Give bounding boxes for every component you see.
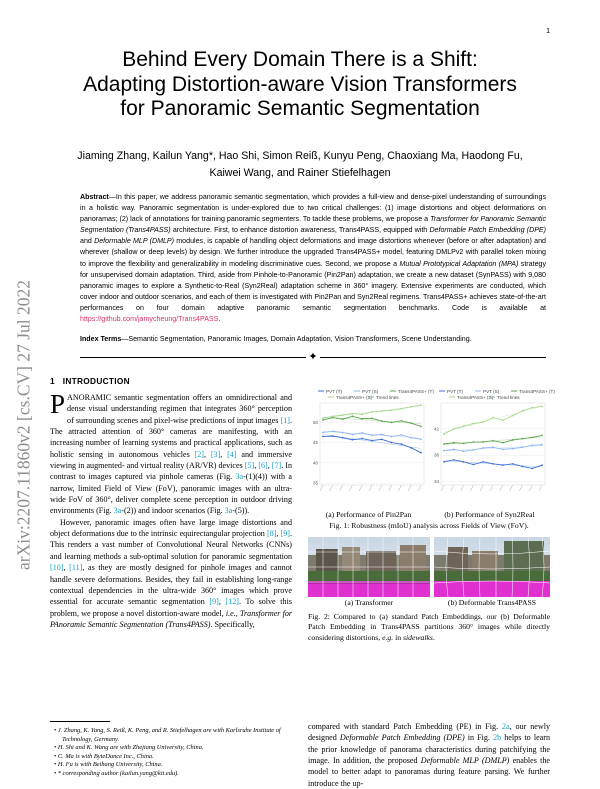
citation-link[interactable]: [7] (271, 461, 282, 471)
footnote-bullet: • (54, 744, 57, 752)
data-point (342, 414, 344, 416)
figure-link[interactable]: 3a (113, 506, 122, 516)
paragraph-text: . Specifically, (210, 619, 255, 629)
legend-label: Trend lines (497, 394, 520, 400)
figure-2-caption (308, 612, 550, 643)
data-point (512, 439, 514, 441)
citation-link[interactable]: [3] (210, 449, 221, 459)
x-tick-mark (330, 485, 333, 491)
paragraph-text: -(5)). (232, 506, 250, 516)
data-point (502, 419, 504, 421)
panorama-image-b (434, 537, 550, 597)
citation-link[interactable]: [1] (280, 415, 290, 425)
citation-link[interactable]: [10] (50, 563, 64, 573)
paragraph-text: -(1)(4)) with a narrow, limited Field of View (FoV), panoramic images with an ultra-wide FoV of 360°, deliver complete scene perception in outdoor driving environments (Fig. (50, 472, 292, 516)
data-point (531, 444, 533, 446)
abstract-text: modules, is capable of handling object deformations and image distortions whenever (before or after adaptation) and wherever (shallow or deep levels) by design. We further introduce the upgraded Trans4PASS+ model, featuring DMLPv2 with parallel token mixing to improve the flexibility and generalizability in modeling discriminative cues. Second, we propose a (80, 237, 546, 268)
separator-rule (80, 357, 306, 358)
x-tick-mark (340, 485, 343, 491)
data-point (482, 441, 484, 443)
data-point (492, 463, 494, 465)
abstract-text: strategy for unsupervised domain adaptation. Third, aside from Pinhole-to-Panoramic (Pin2Pan) adaptation, we create a new dataset (SynPASS) with 9,080 panoramic images to explore a Synthetic-to-Real (Syn2Real) adaptation scheme in 360° imagery. Extensive experiments are conducted, which cover indoor and outdoor scenarios, and each of them is investigated with Pin2Pan and Syn2Real regimens. Trans4PASS+ achieves state-of-the-art performances on four domain adaptive panoramic semantic segmentation benchmarks. Code is available at (80, 259, 547, 312)
paragraph-text: . This renders a vast number of Convolutional Neural Networks (CNNs) and learning methods a sub-optimal solution for panoramic segmentation (50, 529, 292, 561)
figure-1 (308, 387, 555, 537)
paragraph-emphasis: Deformable Patch Embedding (DPE) (339, 733, 465, 743)
legend-label: Trans4PASS+ (S) (457, 394, 494, 400)
data-point (420, 426, 422, 428)
abstract-text: and (80, 237, 95, 246)
data-point (453, 448, 455, 450)
data-point (381, 420, 383, 422)
abstract-emphasis: Deformable Patch Embedding (DPE) (429, 226, 547, 235)
author-list (60, 148, 540, 181)
data-point (541, 435, 543, 437)
data-point (361, 418, 363, 420)
data-point (352, 439, 354, 441)
paragraph-text: , as they are mostly designed for pinhole images and cannot handle severe deformations. Besides, they fail in establishing long-range contextual dependencies in the ultra-wide 360° images which prove essential for accurate semantic segmentation (50, 563, 293, 607)
figure-1a-caption: (a) Performance of Pin2Pan (325, 510, 412, 519)
abstract (80, 192, 546, 325)
abstract-text: architecture. First, to enhance distortion awareness, Trans4PASS, equipped with (170, 226, 430, 235)
paragraph-text: However, panoramic images often have large image distortions and object deformations due to the intrinsic equirectangular projection (50, 517, 292, 539)
footnote-bullet: • (54, 769, 57, 777)
data-point (453, 442, 455, 444)
y-tick-label: 40 (312, 460, 318, 466)
figure-link[interactable]: 3a (224, 506, 233, 516)
legend-label: Trend lines (376, 394, 399, 400)
footnote (54, 744, 294, 753)
data-point (322, 432, 324, 434)
footnote (54, 770, 294, 779)
footnote-bullet: • (54, 761, 57, 769)
footnote-text: * corresponding author (kailun.yang@kit.edu). (57, 769, 179, 777)
citation-link[interactable]: [12] (225, 597, 239, 607)
x-tick-mark (441, 485, 444, 491)
x-tick-mark (490, 485, 493, 491)
data-point (502, 464, 504, 466)
data-point (420, 404, 422, 406)
data-point (401, 408, 403, 410)
data-point (473, 423, 475, 425)
paragraph-text: -(2)) and indoor scenarios (Fig. (121, 506, 225, 516)
caption-text: Fig. 2: Compared to (a) standard Patch Embeddings, our (b) Deformable Patch Embedding in Trans4PASS partitions 360° images while directly considering distortions, (308, 612, 550, 642)
data-point (401, 420, 403, 422)
data-point (512, 415, 514, 417)
x-tick-mark (349, 485, 352, 491)
drop-cap: P (50, 389, 66, 419)
author-line: Kaiwei Wang, and Rainer Stiefelhagen (209, 166, 391, 179)
data-point (443, 450, 445, 452)
page-number: 1 (546, 28, 550, 35)
paragraph-text: , (235, 608, 240, 618)
data-point (322, 436, 324, 438)
citation-link[interactable]: [9] (280, 529, 290, 539)
data-point (371, 440, 373, 442)
data-point (371, 411, 373, 413)
x-tick-mark (408, 485, 411, 491)
caption-text: . (432, 632, 435, 642)
figure-link[interactable]: 2b (493, 733, 502, 743)
caption-emphasis: sidewalks (403, 632, 433, 642)
data-point (401, 443, 403, 445)
figure-1b-caption: (b) Performance of Syn2Real (444, 510, 535, 519)
index-terms-label: Index Terms (80, 335, 122, 343)
citation-link[interactable]: [5] (244, 461, 255, 471)
data-point (381, 410, 383, 412)
data-point (531, 468, 533, 470)
abstract-label: Abstract (80, 193, 109, 201)
data-point (371, 417, 373, 419)
footnote-text: C. Ma is with ByteDance Inc., China. (57, 752, 154, 760)
data-point (443, 443, 445, 445)
intro-paragraph-2: However, panoramic images often have large image distortions and object deformations due to the intrinsic equirectangular projection [8], [9]. This renders a vast number of Convolutional Neural Networks (CNNs) and learning methods a sub-optimal solution for panoramic segmentation [10], [11], as they are mostly designed for pinhole images and cannot handle severe deformations. Besides, they fail in establishing long-range contextual dependencies in the ultra-wide 360° images which prove essential for accurate semantic segmentation [9], [12]. To solve this problem, we propose a novel distortion-aware model, i.e., Transformer for PAnoramic Semantic Segmentation (Trans4PASS). Specifically, (50, 517, 293, 629)
data-point (410, 422, 412, 424)
x-tick-mark (539, 485, 542, 491)
data-point (342, 418, 344, 420)
paragraph-text: , our newly designed (308, 722, 551, 743)
data-point (463, 425, 465, 427)
index-terms-text: —Semantic Segmentation, Panoramic Images, Domain Adaptation, Vision Transformers, Scene Understanding. (121, 335, 472, 343)
paragraph-text: in Fig. (464, 733, 494, 743)
abstract-emphasis: Deformable MLP (DMLP) (94, 237, 175, 246)
data-point (482, 421, 484, 423)
x-tick-mark (519, 485, 522, 491)
y-tick-label: 50 (312, 419, 318, 425)
data-point (453, 428, 455, 430)
figure-2-images (308, 537, 550, 599)
separator-rule (320, 357, 546, 358)
x-tick-mark (451, 485, 454, 491)
data-point (473, 441, 475, 443)
data-point (352, 434, 354, 436)
data-point (531, 407, 533, 409)
data-point (522, 438, 524, 440)
paragraph-emphasis: i.e. (225, 608, 236, 618)
legend-label: PVT (S) (362, 388, 379, 394)
data-point (391, 409, 393, 411)
x-tick-mark (320, 485, 323, 491)
x-tick-mark (461, 485, 464, 491)
x-tick-mark (379, 485, 382, 491)
data-point (522, 446, 524, 448)
figure-2a-caption: (a) Transformer (344, 598, 394, 607)
title-line: Behind Every Domain There is a Shift: (122, 48, 478, 71)
x-tick-mark (529, 485, 532, 491)
arxiv-stamp-text: arXiv:2207.11860v2 [cs.CV] 27 Jul 2022 (13, 279, 34, 571)
legend-label: PVT (S) (483, 388, 500, 394)
citation-link[interactable]: [2] (194, 449, 204, 459)
data-point (502, 448, 504, 450)
paragraph-text: and immersive viewing in augmented- and virtual reality (AR/VR) devices (50, 449, 293, 471)
x-tick-mark (510, 485, 513, 491)
legend-label: Trans4PASS+ (S) (336, 394, 373, 400)
paragraph-text: compared with standard Patch Embedding (PE) in Fig. (308, 722, 503, 731)
author-line: Jiaming Zhang, Kailun Yang*, Hao Shi, Simon Reiß, Kunyu Peng, Chaoxiang Ma, Haodong Fu, (77, 150, 523, 162)
legend-label: Trans4PASS+ (T) (398, 388, 434, 394)
paragraph-text: helps to learn the prior knowledge of panorama characteristics during patchifying the image. In addition, the proposed (308, 733, 550, 766)
caption-text: in (393, 632, 404, 642)
data-point (443, 433, 445, 435)
x-tick-mark (389, 485, 392, 491)
data-point (371, 434, 373, 436)
code-link[interactable]: https://github.com/jamycheung/Trans4PASS (80, 315, 219, 324)
paragraph-emphasis: Transformer for PAnoramic Semantic Segmentation (Trans4PASS) (50, 608, 293, 629)
footnote-bullet: • (54, 752, 57, 760)
data-point (482, 447, 484, 449)
data-point (391, 421, 393, 423)
body-column-2 (308, 721, 550, 789)
data-point (410, 406, 412, 408)
footnote (54, 727, 294, 744)
x-tick-mark (470, 485, 473, 491)
paragraph-text: . To solve this problem, we propose a novel distortion-aware model, (50, 597, 292, 618)
data-point (352, 415, 354, 417)
footnote (54, 753, 294, 762)
footnotes (54, 727, 294, 779)
data-point (482, 461, 484, 463)
data-point (332, 415, 334, 417)
data-point (541, 405, 543, 407)
y-tick-label: 42 (433, 426, 439, 432)
data-point (361, 413, 363, 415)
data-point (410, 447, 412, 449)
paragraph-text: . In contrast to images captured via pinhole cameras (Fig. (50, 461, 292, 482)
figure-1-caption: Fig. 1: Robustness (mIoU) analysis across Fields of View (FoV). (329, 521, 529, 530)
legend-label: Trans4PASS+ (T) (519, 388, 555, 394)
section-separator (80, 352, 546, 364)
data-point (492, 446, 494, 448)
abstract-emphasis: Mutual Prototypical Adaptation (MPA) (399, 259, 519, 268)
title-line: Adapting Distortion-aware Vision Transformers (83, 72, 517, 96)
data-point (322, 417, 324, 419)
x-tick-mark (369, 485, 372, 491)
abstract-text: —In this paper, we address panoramic semantic segmentation, which provides a full-view and dense-pixel understanding of surroundings in a holistic way. Panoramic segmentation is under-explored due to two critical challenges: (1) image distortions and object deformations on panoramas; (2) lack of annotations for training panoramic segmenters. To tackle these problems, we propose a (80, 193, 546, 224)
data-point (522, 466, 524, 468)
data-point (512, 463, 514, 465)
y-tick-label: 35 (312, 480, 318, 486)
intro-column (50, 389, 293, 630)
x-tick-mark (418, 485, 421, 491)
data-point (541, 444, 543, 446)
paper-title (0, 48, 600, 122)
paragraph-text: . The attracted attention of 360° cameras are manifesting, with an increasing number of learning systems and practical applications, such as holistic sensing in autonomous vehicles (50, 415, 292, 459)
separator-glyph: ✦ (308, 351, 318, 363)
data-point (473, 449, 475, 451)
data-point (541, 464, 543, 466)
x-tick-mark (398, 485, 401, 491)
paragraph-emphasis: Deformable MLP (DMLP) (420, 756, 510, 766)
data-point (410, 437, 412, 439)
footnote-bullet: • (54, 727, 57, 734)
title-line: for Panoramic Semantic Segmentation (120, 97, 480, 120)
data-point (420, 438, 422, 440)
paragraph-text: semantic segmentation offers an omnidirectional and dense visual understanding regimen that integrates 360° perception of surrounding scenes and pixel-wise predictions of input images (67, 393, 292, 425)
footnote-text: H. Shi and K. Wang are with Zhejiang University, China. (57, 744, 204, 752)
data-point (332, 430, 334, 432)
data-point (381, 434, 383, 436)
plot-frame (441, 403, 545, 485)
section-title: INTRODUCTION (62, 376, 130, 386)
section-number: 1 (50, 376, 55, 386)
y-tick-label: 38 (433, 452, 439, 458)
paragraph-text: enables the model to better adapt to panoramas during feature parsing. We further introduce the up- (308, 756, 550, 788)
data-point (420, 452, 422, 454)
data-point (361, 438, 363, 440)
abstract-emphasis: Transformer for Panoramic Semantic Segmentation (Trans4PASS) (80, 215, 546, 235)
data-point (502, 442, 504, 444)
data-point (322, 419, 324, 421)
data-point (522, 410, 524, 412)
x-tick-mark (359, 485, 362, 491)
data-point (463, 442, 465, 444)
index-terms (80, 334, 546, 345)
footnote-text: J. Zhang, K. Yang, S. Reiß, K. Peng, and R. Stiefelhagen are with Karlsruhe Institute of Technology, Germany. (57, 727, 281, 743)
intro-paragraph-1: PANORAMIC semantic segmentation offers an omnidirectional and dense visual understanding regimen that integrates 360° perception of surrounding scenes and pixel-wise predictions of input images [1]. The attracted attention of 360° cameras are manifesting, with an increasing number of learning systems and practical applications, such as holistic sensing in autonomous vehicles [2], [3], [4] and immersive viewing in augmented- and virtual reality (AR/VR) devices [5], [6], [7]. In contrast to images captured via pinhole cameras (Fig. 3a-(1)(4)) with a narrow, limited Field of View (FoV), panoramic images with an ultra-wide FoV of 360°, deliver complete scene perception in outdoor driving environments (Fig. 3a-(2)) and indoor scenarios (Fig. 3a-(5)). (50, 389, 293, 516)
data-point (391, 442, 393, 444)
plot-frame (320, 403, 424, 485)
data-point (361, 432, 363, 434)
figure-2 (308, 537, 550, 719)
abstract-text: . (218, 315, 221, 324)
data-point (492, 440, 494, 442)
citation-link[interactable]: [6] (258, 461, 268, 471)
data-point (443, 461, 445, 463)
data-point (381, 438, 383, 440)
legend-label: PVT (T) (447, 388, 463, 394)
data-point (463, 450, 465, 452)
data-point (531, 436, 533, 438)
citation-link[interactable]: [11] (69, 563, 83, 573)
lead-word: ANORAMIC (67, 393, 112, 402)
data-point (332, 435, 334, 437)
data-point (463, 461, 465, 463)
panorama-image-a (308, 537, 430, 597)
x-tick-mark (480, 485, 483, 491)
footnote-rule (50, 721, 110, 722)
figure-link[interactable]: 3a (235, 472, 244, 482)
footnote (54, 761, 294, 770)
figure-1-charts (308, 387, 555, 509)
data-point (512, 448, 514, 450)
figure-link[interactable]: 2a (502, 722, 510, 731)
data-point (342, 437, 344, 439)
footnote-text: H. Fu is with Beihang University, China. (57, 761, 163, 769)
data-point (391, 436, 393, 438)
y-tick-label: 34 (433, 479, 439, 485)
legend-label: PVT (T) (326, 388, 342, 394)
citation-link[interactable]: [4] (227, 449, 237, 459)
data-point (492, 417, 494, 419)
data-point (453, 459, 455, 461)
caption-emphasis: e.g. (382, 632, 394, 642)
data-point (352, 413, 354, 415)
citation-link[interactable]: [8] (266, 529, 277, 539)
section-heading (50, 376, 130, 386)
figure-2b-caption: (b) Deformable Trans4PASS (447, 598, 537, 607)
data-point (401, 434, 403, 436)
x-tick-mark (500, 485, 503, 491)
y-tick-label: 45 (312, 440, 318, 446)
data-point (342, 432, 344, 434)
citation-link[interactable]: [9] (209, 597, 219, 607)
data-point (473, 464, 475, 466)
